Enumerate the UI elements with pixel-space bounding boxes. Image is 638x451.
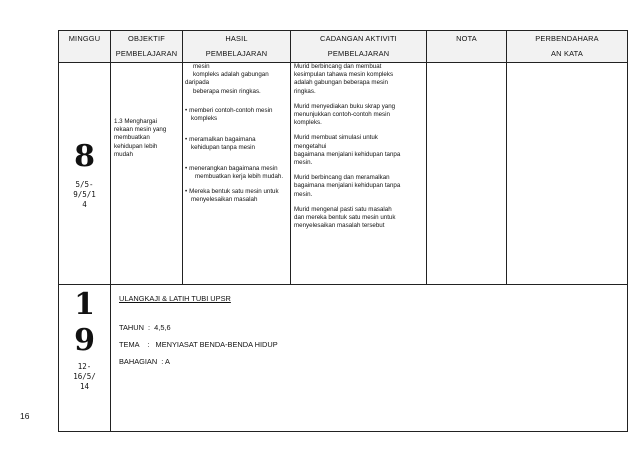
header-minggu: MINGGU bbox=[59, 31, 111, 63]
activity-paragraph: Murid berbincang dan meramalkan bagaimana menjalani kehidupan tanpa mesin. bbox=[294, 174, 401, 198]
week-number: 1 bbox=[74, 287, 95, 322]
outcome-bullet: • meramalkan bagaimana kehidupan tanpa mesin bbox=[185, 136, 288, 152]
activity-paragraph: Murid menyediakan buku skrap yang menunjukkan contoh-contoh mesin kompleks. bbox=[294, 102, 396, 127]
outcomes-cell bbox=[183, 63, 291, 285]
objective-cell: 1.3 Menghargai rekaan mesin yang membuatkan kehidupan lebih mudah bbox=[111, 63, 183, 285]
page-number: 16 bbox=[20, 411, 30, 421]
week-number: 8 bbox=[74, 139, 95, 174]
header-objektif: OBJEKTIF PEMBELAJARAN bbox=[111, 31, 183, 63]
header-row bbox=[59, 31, 628, 63]
week-9-row bbox=[59, 285, 628, 432]
week-date-line: 4 bbox=[82, 200, 87, 209]
activity-paragraph: Murid mengenal pasti satu masalah dan mereka bentuk satu mesin untuk menyelesaikan masalah tersebut bbox=[294, 205, 396, 230]
activities-cell bbox=[291, 63, 427, 285]
header-nota: NOTA bbox=[427, 31, 507, 63]
revision-title: ULANGKAJI & LATIH TUBI UPSR bbox=[119, 294, 231, 303]
week-date-line: 12- bbox=[77, 362, 92, 371]
revision-tema: TEMA : MENYIASAT BENDA-BENDA HIDUP bbox=[119, 340, 278, 349]
header-hasil: HASIL PEMBELAJARAN bbox=[183, 31, 291, 63]
outcome-intro: mesin kompleks adalah gabungan daripada beberapa mesin ringkas. bbox=[185, 63, 269, 95]
week-date-line: 16/5/ bbox=[73, 372, 96, 381]
vocabulary-cell bbox=[507, 63, 628, 285]
activity-paragraph: Murid berbincang dan membuat kesimpulan tahawa mesin kompleks adalah gabungan beberapa mesin ringkas. bbox=[294, 63, 394, 95]
revision-cell bbox=[111, 285, 628, 432]
header-perbendaharaan: PERBENDAHARA AN KATA bbox=[507, 31, 628, 63]
week-8-row bbox=[59, 63, 628, 285]
header-cadangan: CADANGAN AKTIVITI PEMBELAJARAN bbox=[291, 31, 427, 63]
week-number: 9 bbox=[74, 323, 95, 358]
revision-bahagian: BAHAGIAN : A bbox=[119, 357, 170, 366]
nota-cell bbox=[427, 63, 507, 285]
week-date-line: 14 bbox=[79, 382, 90, 391]
week-9-cell bbox=[59, 285, 111, 432]
week-date-line: 5/5- bbox=[75, 180, 94, 189]
outcome-bullet: • menerangkan bagaimana mesin membuatkan kerja lebih mudah. bbox=[185, 165, 288, 181]
outcome-bullet: • Mereka bentuk satu mesin untuk menyelesaikan masalah bbox=[185, 188, 288, 204]
revision-tahun: TAHUN : 4,5,6 bbox=[119, 323, 171, 332]
lesson-plan-table bbox=[58, 30, 628, 432]
outcome-bullet: • memberi contoh-contoh mesin kompleks bbox=[185, 107, 288, 123]
week-8-cell bbox=[59, 63, 111, 285]
week-date-line: 9/5/1 bbox=[73, 190, 96, 199]
activity-paragraph: Murid membuat simulasi untuk mengetahui bagaimana menjalani kehidupan tanpa mesin. bbox=[294, 134, 401, 167]
